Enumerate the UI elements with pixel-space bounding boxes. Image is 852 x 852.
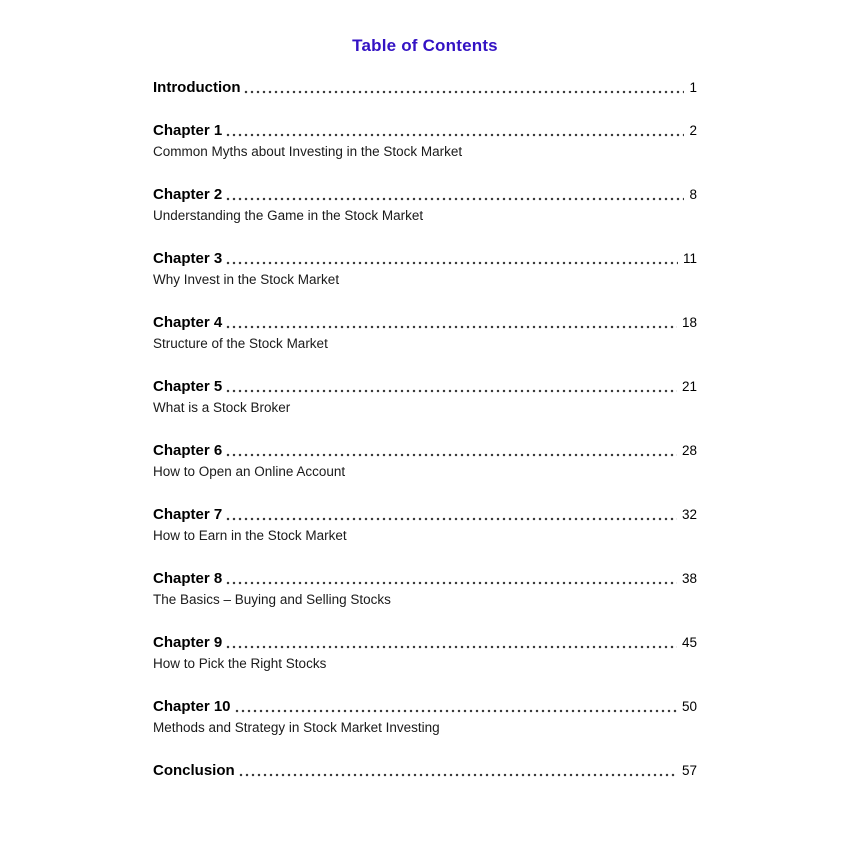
dot-leader-icon (238, 773, 677, 777)
toc-entry-page-number: 28 (681, 443, 697, 458)
toc-entry-label: Chapter 5 (153, 378, 223, 395)
toc-entry-row[interactable] (153, 441, 697, 460)
toc-entry-page-number: 1 (689, 80, 697, 95)
toc-entry (153, 121, 697, 161)
dot-leader-icon (225, 517, 677, 521)
toc-entry-page-number: 32 (681, 507, 697, 522)
dot-leader-icon (225, 197, 684, 201)
toc-entry-subtitle: Understanding the Game in the Stock Market (153, 208, 424, 223)
toc-entry-subtitle: How to Open an Online Account (153, 464, 346, 479)
page-title: Table of Contents (352, 36, 498, 55)
toc-entry-page-number: 11 (682, 251, 697, 266)
toc-entry-subtitle: How to Earn in the Stock Market (153, 528, 347, 543)
toc-entry (153, 569, 697, 609)
toc-entry-page-number: 21 (681, 379, 697, 394)
toc-entry-label: Chapter 8 (153, 570, 223, 587)
toc-entry-page-number: 18 (681, 315, 697, 330)
toc-entry-label: Chapter 10 (153, 698, 231, 715)
toc-entry (153, 185, 697, 225)
dot-leader-icon (225, 389, 677, 393)
toc-entry-page-number: 50 (681, 699, 697, 714)
toc-entry (153, 633, 697, 673)
dot-leader-icon (225, 261, 678, 265)
toc-entry (153, 505, 697, 545)
toc-entry-subtitle: How to Pick the Right Stocks (153, 656, 327, 671)
dot-leader-icon (225, 325, 677, 329)
toc-entry-label: Chapter 2 (153, 186, 223, 203)
dot-leader-icon (225, 453, 677, 457)
toc-entry (153, 697, 697, 737)
toc-entry-row[interactable] (153, 633, 697, 652)
toc-entry-row[interactable] (153, 78, 697, 97)
toc-entry-subtitle: The Basics – Buying and Selling Stocks (153, 592, 391, 607)
toc-entry-subtitle: Why Invest in the Stock Market (153, 272, 340, 287)
toc-entry-row[interactable] (153, 569, 697, 588)
toc-entry-label: Conclusion (153, 762, 235, 779)
toc-entry-subtitle: Common Myths about Investing in the Stock Market (153, 144, 463, 159)
toc-entry-label: Chapter 9 (153, 634, 223, 651)
toc-entry-row[interactable] (153, 505, 697, 524)
toc-entry-row[interactable] (153, 697, 697, 716)
toc-entry (153, 441, 697, 481)
toc-entry-label: Chapter 4 (153, 314, 223, 331)
dot-leader-icon (225, 581, 677, 585)
toc-entry-page-number: 2 (689, 123, 697, 138)
dot-leader-icon (225, 133, 684, 137)
toc-entry-row[interactable] (153, 377, 697, 396)
toc-entry-label: Introduction (153, 79, 241, 96)
toc-entry-row[interactable] (153, 249, 697, 268)
dot-leader-icon (243, 90, 684, 94)
toc-entry-subtitle: Methods and Strategy in Stock Market Investing (153, 720, 440, 735)
toc-entry (153, 78, 697, 97)
toc-entry (153, 313, 697, 353)
toc-entry-label: Chapter 1 (153, 122, 223, 139)
toc-entry (153, 249, 697, 289)
toc-entry-row[interactable] (153, 121, 697, 140)
toc-entry-row[interactable] (153, 185, 697, 204)
toc-entry-subtitle: What is a Stock Broker (153, 400, 291, 415)
toc-entry-label: Chapter 3 (153, 250, 223, 267)
toc-entries (153, 78, 697, 780)
toc-entry-page-number: 45 (681, 635, 697, 650)
toc-entry-page-number: 38 (681, 571, 697, 586)
toc-entry-label: Chapter 7 (153, 506, 223, 523)
toc-entry-page-number: 8 (689, 187, 697, 202)
toc-entry (153, 377, 697, 417)
dot-leader-icon (234, 709, 677, 713)
toc-entry-subtitle: Structure of the Stock Market (153, 336, 328, 351)
toc-entry (153, 761, 697, 780)
toc-entry-row[interactable] (153, 313, 697, 332)
toc-entry-row[interactable] (153, 761, 697, 780)
toc-entry-label: Chapter 6 (153, 442, 223, 459)
dot-leader-icon (225, 645, 677, 649)
toc-entry-page-number: 57 (681, 763, 697, 778)
